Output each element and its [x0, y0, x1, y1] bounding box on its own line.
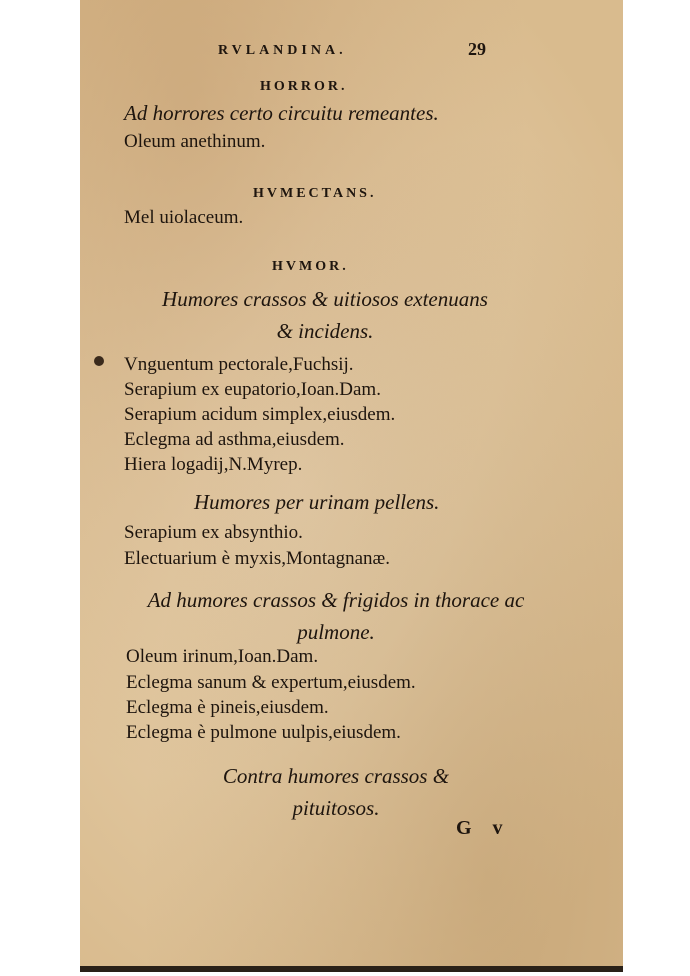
subhead: Ad humores crassos & frigidos in thorace ac pulmone. [147, 588, 525, 644]
entry: Mel uiolaceum. [124, 207, 244, 228]
entry: Eclegma è pineis,eiusdem. [126, 697, 329, 718]
section-heading-horror: HORROR. [260, 79, 348, 94]
subhead: Humores crassos & uitiosos extenuans & incidens. [162, 287, 488, 343]
entry: Eclegma ad asthma,eiusdem. [124, 429, 345, 450]
subhead: Contra humores crassos & pituitosos. [222, 764, 450, 820]
entry: Serapium acidum simplex,eiusdem. [124, 404, 396, 425]
book-page [80, 0, 623, 972]
section-heading-humectans: HVMECTANS. [253, 186, 377, 201]
ink-spot [94, 356, 104, 366]
running-head: RVLANDINA. [218, 43, 347, 58]
signature-mark: G v [456, 817, 511, 839]
entry: Eclegma sanum & expertum,eiusdem. [126, 672, 416, 693]
subhead: Ad horrores certo circuitu remeantes. [124, 101, 439, 125]
subhead: Humores per urinam pellens. [194, 490, 440, 514]
page-number: 29 [468, 39, 486, 59]
entry: Oleum anethinum. [124, 131, 266, 152]
entry: Vnguentum pectorale,Fuchsij. [124, 354, 354, 375]
entry: Serapium ex eupatorio,Ioan.Dam. [124, 379, 381, 400]
entry: Eclegma è pulmone uulpis,eiusdem. [126, 722, 401, 743]
entry: Oleum irinum,Ioan.Dam. [126, 646, 319, 667]
entry: Serapium ex absynthio. [124, 522, 303, 543]
section-heading-humor: HVMOR. [272, 259, 349, 274]
entry: Electuarium è myxis,Montagnanæ. [124, 548, 390, 569]
entry: Hiera logadij,N.Myrep. [124, 454, 303, 475]
